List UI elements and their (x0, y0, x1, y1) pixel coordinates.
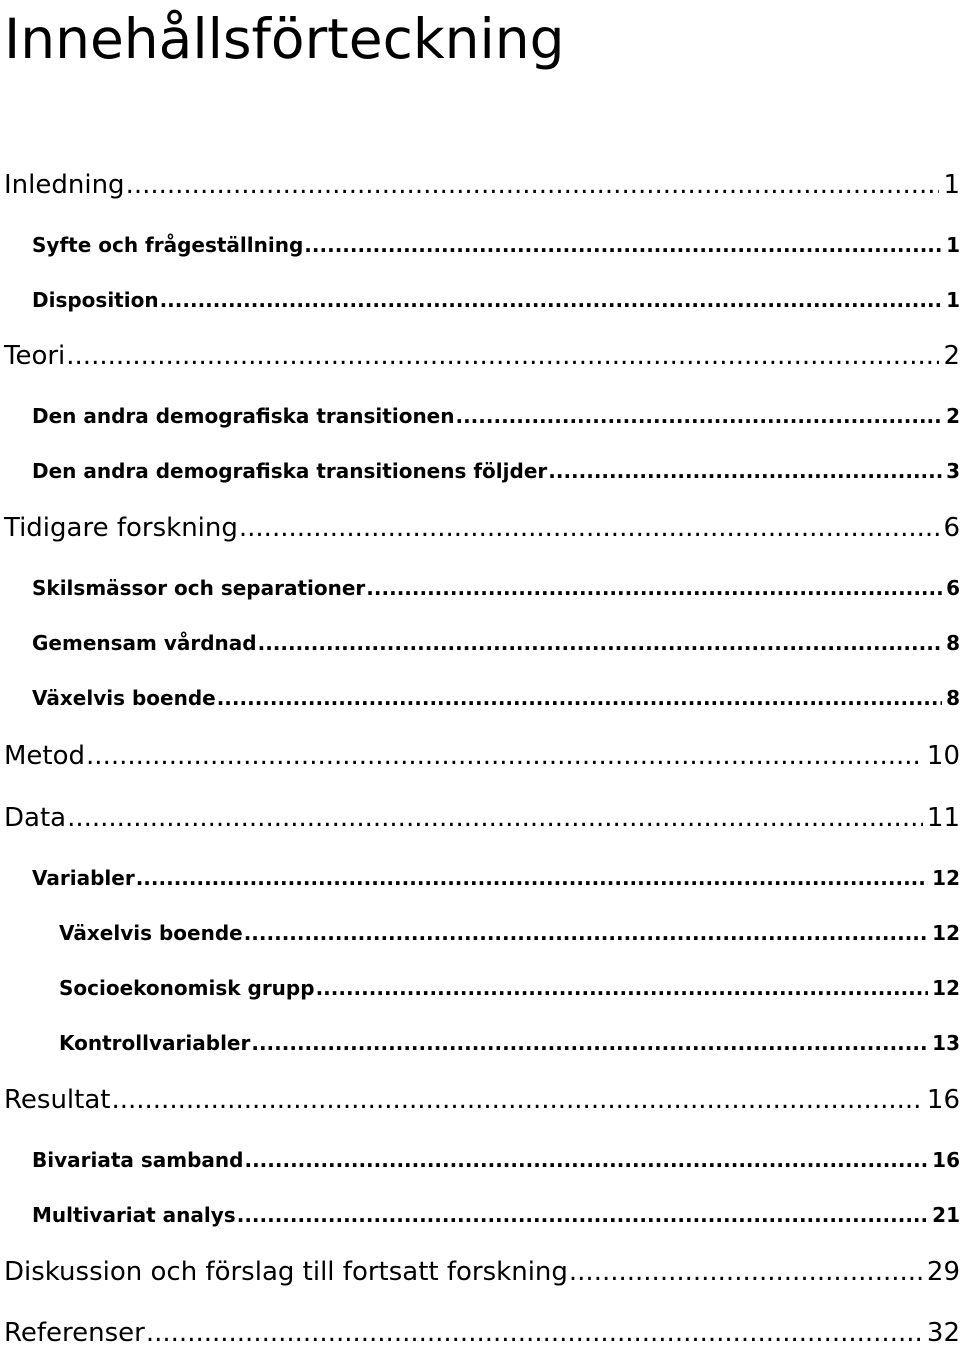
toc-dot-leader (110, 1085, 922, 1115)
toc-entry-label: Kontrollvariabler (59, 1031, 251, 1055)
toc-page-number: 2 (946, 404, 960, 428)
toc-page-number: 21 (932, 1203, 960, 1227)
toc-page-number: 8 (946, 631, 960, 655)
toc-entry-label: Växelvis boende (32, 686, 216, 710)
toc-entry-label: Den andra demografiska transitionen (32, 404, 455, 428)
toc-dot-leader (216, 686, 942, 710)
toc-page-number: 11 (926, 803, 960, 833)
toc-entry-diskussion[interactable] (4, 1257, 960, 1287)
toc-dot-leader (66, 803, 923, 833)
toc-entry-label: Referenser (4, 1318, 145, 1348)
toc-entry-tidigare-forskning[interactable] (4, 513, 960, 543)
toc-entry-label: Gemensam vårdnad (32, 631, 257, 655)
toc-dot-leader (243, 1148, 928, 1172)
toc-page-number: 12 (932, 976, 960, 1000)
toc-entry-referenser[interactable] (4, 1318, 960, 1348)
toc-entry-label: Data (4, 803, 67, 833)
toc-entry-label: Tidigare forskning (4, 513, 238, 543)
toc-entry-label: Skilsmässor och separationer (32, 576, 366, 600)
toc-page-number: 1 (946, 288, 960, 312)
toc-entry-label: Metod (4, 741, 86, 771)
toc-dot-leader (454, 404, 942, 428)
toc-entry-syfte-och-fragestallning[interactable] (32, 233, 960, 257)
toc-entry-socioekonomisk-grupp[interactable] (59, 976, 960, 1000)
toc-page-number: 2 (943, 341, 960, 371)
toc-entry-resultat[interactable] (4, 1085, 960, 1115)
toc-entry-label: Variabler (32, 866, 135, 890)
toc-entry-label: Socioekonomisk grupp (59, 976, 315, 1000)
toc-dot-leader (303, 233, 942, 257)
toc-entry-gemensam-vardnad[interactable] (32, 631, 960, 655)
page-title: Innehållsförteckning (4, 7, 565, 71)
toc-entry-kontrollvariabler[interactable] (59, 1031, 960, 1055)
toc-page-number: 6 (943, 513, 960, 543)
toc-dot-leader (65, 341, 939, 371)
toc-page-number: 3 (946, 459, 960, 483)
toc-entry-label: Syfte och frågeställning (32, 233, 304, 257)
toc-entry-label: Multivariat analys (32, 1203, 236, 1227)
toc-entry-multivariat-analys[interactable] (32, 1203, 960, 1227)
toc-dot-leader (145, 1318, 923, 1348)
toc-page-number: 10 (926, 741, 960, 771)
toc-entry-bivariata-samband[interactable] (32, 1148, 960, 1172)
toc-entry-variabler[interactable] (32, 866, 960, 890)
toc-entry-label: Den andra demografiska transitionens följder (32, 459, 548, 483)
toc-entry-label: Teori (4, 341, 66, 371)
toc-entry-label: Bivariata samband (32, 1148, 244, 1172)
toc-page-number: 12 (932, 921, 960, 945)
toc-entry-metod[interactable] (4, 741, 960, 771)
toc-page-number: 8 (946, 686, 960, 710)
toc-entry-den-andra-demografiska-transitionen[interactable] (32, 404, 960, 428)
toc-page-number: 1 (943, 170, 960, 200)
toc-dot-leader (243, 921, 928, 945)
toc-entry-label: Diskussion och förslag till fortsatt forskning (4, 1257, 568, 1287)
toc-page-number: 13 (932, 1031, 960, 1055)
toc-dot-leader (547, 459, 942, 483)
toc-entry-label: Disposition (32, 288, 159, 312)
toc-dot-leader (236, 1203, 928, 1227)
toc-entry-skilsmassor-och-separationer[interactable] (32, 576, 960, 600)
toc-page-number: 16 (932, 1148, 960, 1172)
toc-dot-leader (365, 576, 942, 600)
toc-dot-leader (125, 170, 940, 200)
toc-entry-vaxelvis-boende-sub[interactable] (59, 921, 960, 945)
toc-entry-disposition[interactable] (32, 288, 960, 312)
toc-dot-leader (315, 976, 929, 1000)
toc-entry-label: Växelvis boende (59, 921, 243, 945)
toc-dot-leader (85, 741, 923, 771)
toc-dot-leader (238, 513, 940, 543)
toc-entry-label: Resultat (4, 1085, 111, 1115)
toc-dot-leader (568, 1257, 923, 1287)
toc-entry-data[interactable] (4, 803, 960, 833)
toc-dot-leader (159, 288, 943, 312)
toc-entry-inledning[interactable] (4, 170, 960, 200)
toc-entry-label: Inledning (4, 170, 125, 200)
toc-dot-leader (135, 866, 928, 890)
toc-page-number: 6 (946, 576, 960, 600)
toc-dot-leader (257, 631, 942, 655)
toc-page-number: 12 (932, 866, 960, 890)
toc-page-number: 1 (946, 233, 960, 257)
toc-dot-leader (250, 1031, 928, 1055)
toc-entry-transitionens-foljder[interactable] (32, 459, 960, 483)
toc-page-number: 16 (926, 1085, 960, 1115)
toc-page-number: 32 (926, 1318, 960, 1348)
toc-entry-vaxelvis-boende[interactable] (32, 686, 960, 710)
toc-entry-teori[interactable] (4, 341, 960, 371)
toc-page-number: 29 (926, 1257, 960, 1287)
